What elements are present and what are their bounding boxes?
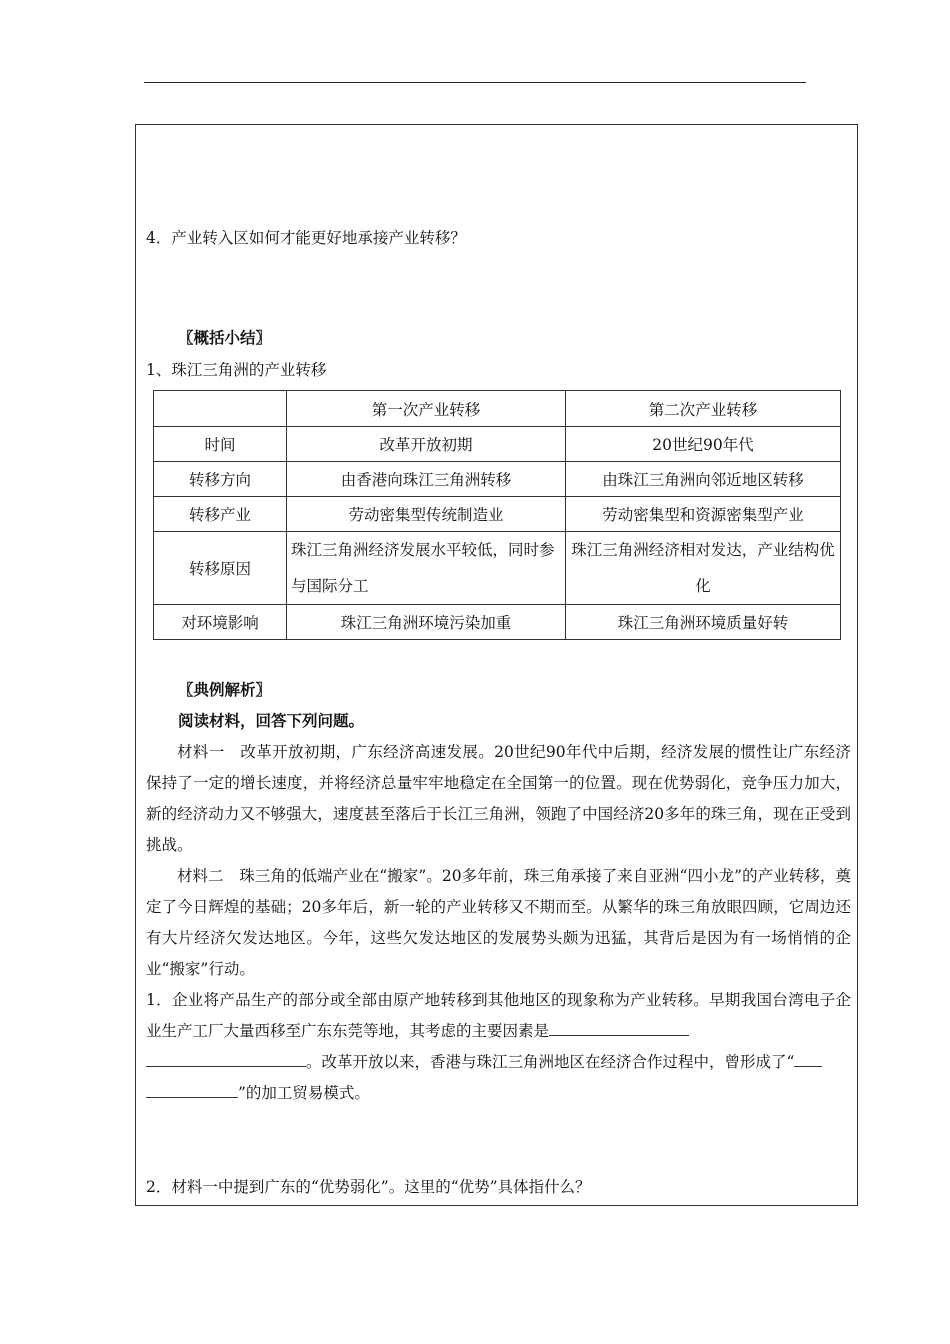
table-cell: 珠江三角洲环境污染加重 xyxy=(287,605,566,640)
table-header-row xyxy=(154,391,841,427)
answer-blank[interactable] xyxy=(146,1081,238,1098)
question-1-text: 。改革开放以来，香港与珠江三角洲地区在经济合作过程中，曾形成了“ xyxy=(306,1053,795,1071)
table-header-cell: 第一次产业转移 xyxy=(287,391,566,427)
answer-blank[interactable] xyxy=(146,1050,306,1067)
industry-transfer-table xyxy=(153,390,841,640)
table-cell: 转移方向 xyxy=(154,462,287,497)
summary-heading: 〖概括小结〗 xyxy=(178,328,272,347)
table-cell: 转移原因 xyxy=(154,532,287,605)
question-1-text: 1．企业将产品生产的部分或全部由原产地转移到其他地区的现象称为产业转移。早期我国台湾电子企业生产工厂大量西移至广东东莞等地，其考虑的主要因素是 xyxy=(146,991,851,1040)
table-cell: 珠江三角洲环境质量好转 xyxy=(566,605,841,640)
question-2: 2．材料一中提到广东的“优势弱化”。这里的“优势”具体指什么？ xyxy=(146,1178,591,1196)
header-rule xyxy=(144,82,806,83)
example-heading: 〖典例解析〗 xyxy=(178,680,272,699)
summary-item: 1、珠江三角洲的产业转移 xyxy=(146,361,327,379)
answer-blank[interactable] xyxy=(794,1050,822,1067)
table-cell: 劳动密集型和资源密集型产业 xyxy=(566,497,841,532)
table-row xyxy=(154,532,841,605)
table-row xyxy=(154,427,841,462)
material-2: 材料二 珠三角的低端产业在“搬家”。20多年前，珠三角承接了来自亚洲“四小龙”的产业转移，奠定了今日辉煌的基础；20多年后，新一轮的产业转移又不期而至。从繁华的珠三角放眼四顾，它周边还有大片经济欠发达地区。今年，这些欠发达地区的发展势头颇为迅猛，其背后是因为有一场悄悄的企业“搬家”行动。 xyxy=(146,867,851,978)
table-cell: 由香港向珠江三角洲转移 xyxy=(287,462,566,497)
table-row xyxy=(154,605,841,640)
example-instruction: 阅读材料，回答下列问题。 xyxy=(178,711,365,730)
question-1 xyxy=(146,985,851,1109)
table-cell: 时间 xyxy=(154,427,287,462)
table-cell: 转移产业 xyxy=(154,497,287,532)
table-cell: 改革开放初期 xyxy=(287,427,566,462)
table-header-cell xyxy=(154,391,287,427)
table-cell: 劳动密集型传统制造业 xyxy=(287,497,566,532)
answer-blank[interactable] xyxy=(549,1019,689,1036)
table-cell: 珠江三角洲经济发展水平较低，同时参与国际分工 xyxy=(287,532,566,605)
table-cell: 珠江三角洲经济相对发达，产业结构优化 xyxy=(566,532,841,605)
table-cell: 由珠江三角洲向邻近地区转移 xyxy=(566,462,841,497)
table-row xyxy=(154,497,841,532)
material-1: 材料一 改革开放初期，广东经济高速发展。20世纪90年代中后期，经济发展的惯性让广东经济保持了一定的增长速度，并将经济总量牢牢地稳定在全国第一的位置。现在优势弱化，竞争压力加大，新的经济动力又不够强大，速度甚至落后于长江三角洲，领跑了中国经济20多年的珠三角，现在正受到挑战。 xyxy=(146,743,851,854)
table-cell: 20世纪90年代 xyxy=(566,427,841,462)
question-1-text: ”的加工贸易模式。 xyxy=(238,1084,370,1102)
table-cell: 对环境影响 xyxy=(154,605,287,640)
table-header-cell: 第二次产业转移 xyxy=(566,391,841,427)
question-4: 4．产业转入区如何才能更好地承接产业转移？ xyxy=(146,229,466,247)
table-row xyxy=(154,462,841,497)
